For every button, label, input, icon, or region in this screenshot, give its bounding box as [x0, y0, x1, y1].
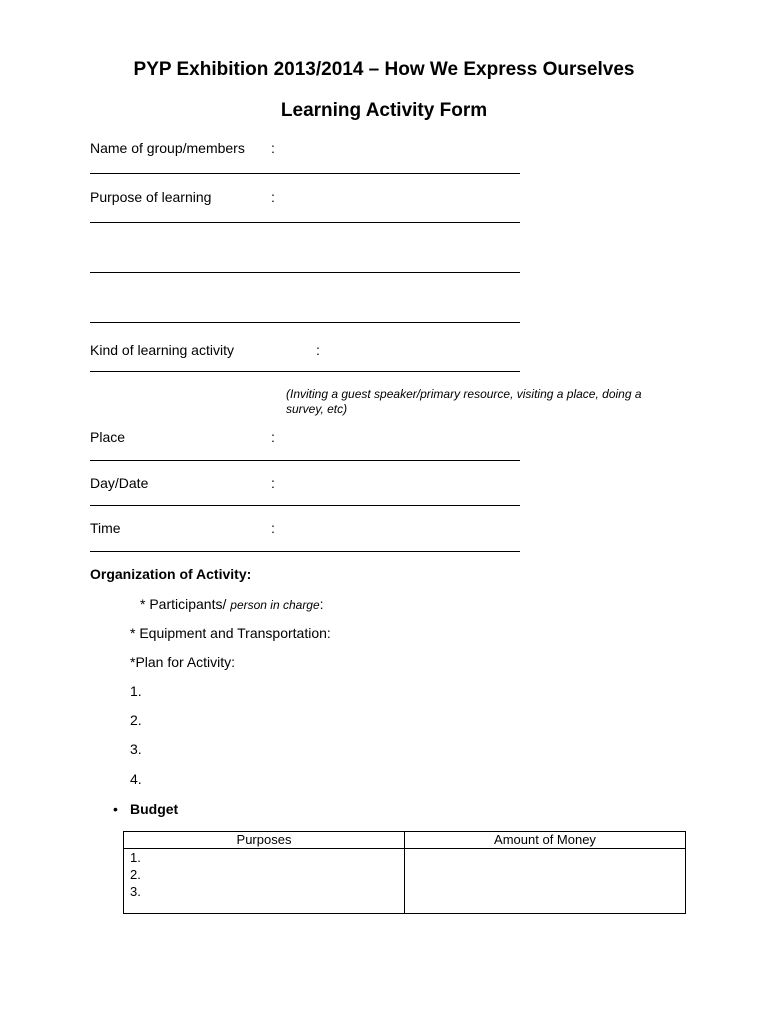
participants-prefix: * Participants/: [140, 596, 231, 612]
purpose-answer-line-3[interactable]: [90, 322, 520, 323]
plan-step-2: 2.: [130, 712, 142, 728]
budget-table: [123, 831, 686, 914]
date-colon: :: [271, 475, 275, 491]
page-title: PYP Exhibition 2013/2014 – How We Express Ourselves: [133, 59, 635, 80]
budget-amount-cell[interactable]: [405, 849, 686, 914]
kind-hint: (Inviting a guest speaker/primary resource, visiting a place, doing a survey, etc): [286, 387, 642, 416]
members-label: Name of group/members: [90, 140, 245, 156]
members-colon: :: [271, 140, 275, 156]
time-colon: :: [271, 520, 275, 536]
date-answer-line[interactable]: [90, 505, 520, 506]
purpose-colon: :: [271, 189, 275, 205]
budget-col-purposes: Purposes: [124, 832, 405, 849]
place-label: Place: [90, 429, 126, 445]
budget-body-row: [124, 849, 686, 914]
plan-label: *Plan for Activity:: [130, 654, 236, 670]
plan-step-3: 3.: [130, 741, 142, 757]
place-answer-line[interactable]: [90, 460, 520, 461]
budget-purpose-2: 2.: [130, 867, 141, 882]
purpose-label: Purpose of learning: [90, 189, 212, 205]
kind-label: Kind of learning activity: [90, 342, 234, 358]
participants-line: [140, 596, 324, 612]
place-colon: :: [271, 429, 275, 445]
date-label: Day/Date: [90, 475, 149, 491]
kind-answer-line[interactable]: [90, 371, 520, 372]
time-answer-line[interactable]: [90, 551, 520, 552]
plan-step-4: 4.: [130, 771, 142, 787]
participants-italic: person in charge: [230, 598, 320, 612]
purpose-answer-line-1[interactable]: [90, 222, 520, 223]
budget-bullet-icon: •: [113, 801, 118, 817]
members-answer-line[interactable]: [90, 173, 520, 174]
form-subtitle: Learning Activity Form: [280, 100, 488, 121]
time-label: Time: [90, 520, 121, 536]
purpose-answer-line-2[interactable]: [90, 272, 520, 273]
budget-purpose-1: 1.: [130, 850, 141, 865]
budget-purposes-cell[interactable]: [124, 849, 405, 914]
organization-heading: Organization of Activity:: [90, 566, 252, 582]
budget-purpose-3: 3.: [130, 884, 141, 899]
plan-step-1: 1.: [130, 683, 142, 699]
kind-colon: :: [316, 342, 320, 358]
budget-header-row: [124, 832, 686, 849]
participants-suffix: :: [319, 596, 324, 612]
equipment-label: * Equipment and Transportation:: [130, 625, 331, 641]
budget-heading: Budget: [130, 801, 179, 817]
budget-col-amount: Amount of Money: [405, 832, 686, 849]
